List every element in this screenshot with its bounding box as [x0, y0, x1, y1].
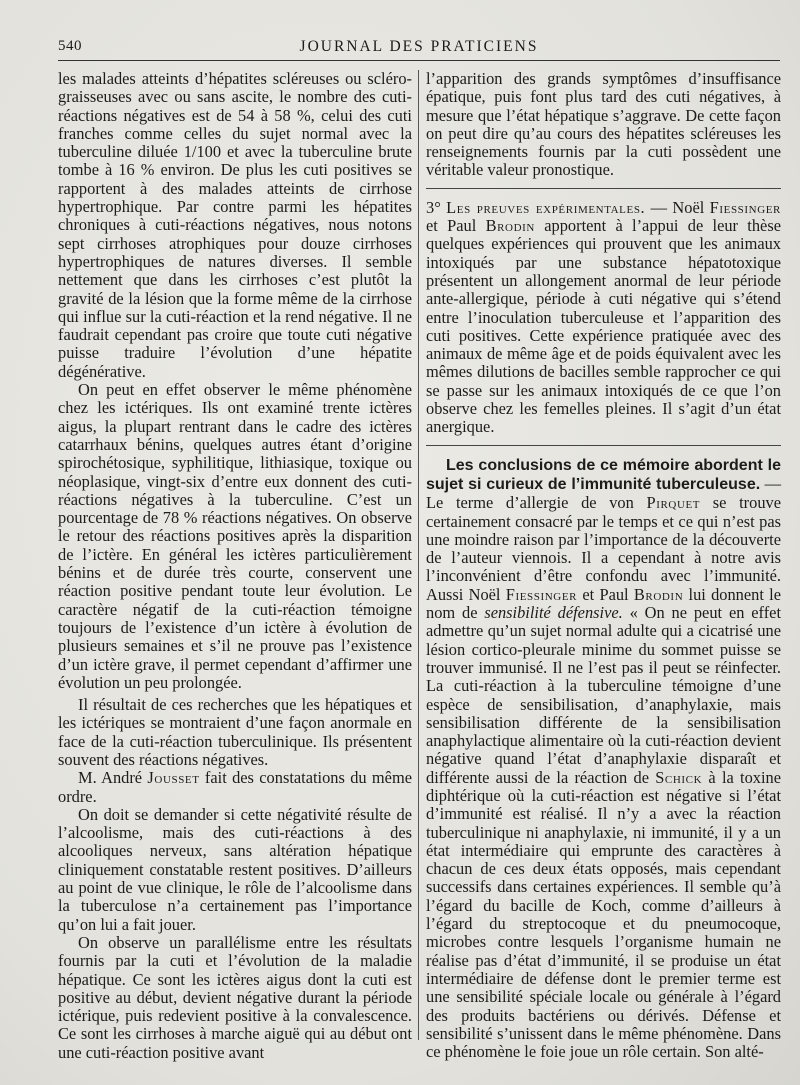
author-name: Brodin: [633, 584, 684, 604]
section-heading: Les conclusions de ce mémoire abordent le sujet si curieux de l’immunité tuberculeuse.: [426, 456, 781, 493]
left-column: [58, 70, 412, 1062]
text: « On ne peut en effet admettre qu’un sujet normal adulte qui a cicatrisé une lésion cortico-pleurale minime du sommet puisse se trouver immunisé. Il ne l’est pas il peut se réinfecter. La cuti-réaction à la tuberculine témoigne d’une espèce de sensibilisation, d’anaphylaxie, mais sensibilisation différente de la sensibilisation anaphylactique alimentaire où la cuti-réaction devient négative quand l’état d’anaphylaxie disparaît et différente aussi de la réaction de: [426, 603, 781, 787]
section-rule: [426, 445, 781, 446]
text: et Paul: [577, 584, 634, 604]
text: à la toxine diphtérique où la cuti-réaction est négative si l’état d’immunité est réalisé. Il n’y a avec la réaction tuberculinique ni anaphylaxie, ni immunité, il y a un état intermédiaire qui emprunte des caractères à chacun de ces deux états opposés, mais cependant successifs dans certaines expériences. Il semble qu’à l’égard du bacille de Koch, comme d’ailleurs à l’égard du streptocoque et du pneumocoque, microbes contre lesquels l’organisme humain ne réalise pas d’état d’immunité, il se produise un état intermédiaire de défense dont le premier terme est une sensibilité spéciale locale ou générale à l’égard des produits bactériens ou dérivés. Défense et sensibilité s’unissent dans le même phénomène. Dans ce phénomène le foie joue un rôle certain. Son alté-: [426, 767, 781, 1062]
header-rule: [58, 60, 780, 61]
paragraph: l’apparition des grands symptômes d’insuffisance épatique, puis font plus tard des cuti négatives, à mesure que l’état hépatique s’aggrave. De cette façon on peut dire qu’au cours des hépatites scléreuses les renseignements fournis par la cuti possèdent une véritable valeur pronostique.: [426, 69, 781, 180]
section-number: 3°: [426, 197, 447, 217]
text: se trouve certainement consacré par le temps et ce qui n’est pas une moindre raison par l’importance de la découverte de l’auteur viennois. Il a cependant à notre avis l’inconvénient d’être confondu avec l’immunité. Aussi Noël: [426, 493, 781, 604]
paragraph: [58, 769, 412, 806]
author-name: Brodin: [485, 216, 535, 236]
paragraph: On peut en effet observer le même phénomène chez les ictériques. Ils ont examiné trente ictères aigus, la plupart rentrant dans le cadre des ictères catarrhaux bénins, quelques autres étant d’origine spirochétosique, syphilitique, lithiasique, toxique ou néoplasique, vingt-six d’entre eux donnent des cuti-réactions négatives à la tuberculine. C’est un pourcentage de 78 % réactions négatives. On observe le retour des réactions positives après la disparition de l’ictère. En général les ictères particulièrement bénins et de durée très courte, conservent une réaction positive pendant toute leur évolution. Le caractère négatif de la cuti-réaction témoigne toujours de l’existence d’un ictère à évolution de plusieurs semaines et s’il ne prouve pas l’existence d’un ictère grave, il permet cependant d’affirmer une évolution un peu prolongée.: [58, 380, 412, 692]
page-number: 540: [58, 38, 82, 54]
italic-term: sensibilité défensive.: [484, 603, 623, 623]
author-name: Pirquet: [646, 493, 701, 513]
text: — Noël: [645, 197, 710, 217]
section-title: Les preuves expérimentales.: [446, 197, 646, 217]
text: lui donnent le nom de: [426, 584, 781, 623]
text: M. André: [78, 768, 148, 788]
page-header: [58, 38, 780, 60]
section-rule: [426, 188, 781, 189]
author-name: Fiessinger: [709, 197, 781, 217]
author-name: Jousset: [147, 768, 200, 788]
column-divider: [418, 70, 419, 1040]
text: et Paul: [426, 216, 486, 236]
paragraph: Il résultait de ces recherches que les hépatiques et les ictériques se montraient d’une façon anormale en face de la cuti-réaction tuberculinique. Ils présentent souvent des réactions négatives.: [58, 695, 412, 769]
paragraph: On observe un parallélisme entre les résultats fournis par la cuti et l’évolution de la maladie hépatique. Ce sont les ictères aigus dont la cuti est positive au début, devient négative durant la période ictérique, puis redevient positive à la convalescence. Ce sont les cirrhoses à marche aiguë qui au début ont une cuti-réaction positive avant: [58, 932, 412, 1062]
author-name: Fiessinger: [505, 584, 578, 604]
text: fait des constatations du même ordre.: [58, 768, 412, 806]
paragraph: [426, 456, 781, 1062]
author-name: Schick: [655, 767, 703, 787]
journal-title: JOURNAL DES PRATICIENS: [299, 38, 539, 55]
paragraph: On doit se demander si cette négativité résulte de l’alcoolisme, mais des cuti-réactions à des alcooliques nerveux, sans altération hépatique cliniquement constatable restent positives. D’ailleurs au point de vue clinique, le rôle de l’alcoolisme dans la tuberculose n’a certainement pas l’importance qu’on lui a fait jouer.: [58, 804, 412, 934]
paragraph: les malades atteints d’hépatites scléreuses ou scléro-graisseuses avec ou sans ascite, le nombre des cuti-réactions négatives est de 54 à 58 %, celui des cuti franches comme celles du sujet normal avec la tuberculine diluée 1/100 et avec la tuberculine brute tombe à 16 % environ. De plus les cuti positives se rapportent à des malades atteints de cirrhose hypertrophique. Par contre parmi les hépatites chroniques à cuti-réactions négatives, nous notons sept cirrhoses atrophiques pour douze cirrhoses hypertrophiques de natures diverses. Il semble nettement que dans les cirrhoses c’est plutôt la gravité de la lésion que la forme même de la cirrhose qui influe sur la cuti-réaction et la rend négative. Il ne faudrait cependant pas croire que toute cuti négative puisse traduire l’évolution d’une hépatite dégénérative.: [58, 69, 412, 381]
text: — Le terme d’allergie de von: [426, 473, 781, 513]
right-column: [426, 70, 781, 1061]
text: apportent à l’appui de leur thèse quelques expériences qui prouvent que les animaux intoxiqués par une substance hépatotoxique présentent un allongement anormal de leur période ante-allergique, période à cuti négative qui s’étend entre l’inoculation tuberculeuse et l’apparition des cuti positives. Cette expérience pratiquée avec des animaux de même âge et de poids équivalent avec les mêmes dilutions de bacilles semble rapprocher ce qui se passe sur les animaux intoxiqués de ce que l’on observe chez les femelles pleines. Il s’agit d’un état anergique.: [426, 216, 781, 437]
paragraph: [426, 199, 781, 437]
